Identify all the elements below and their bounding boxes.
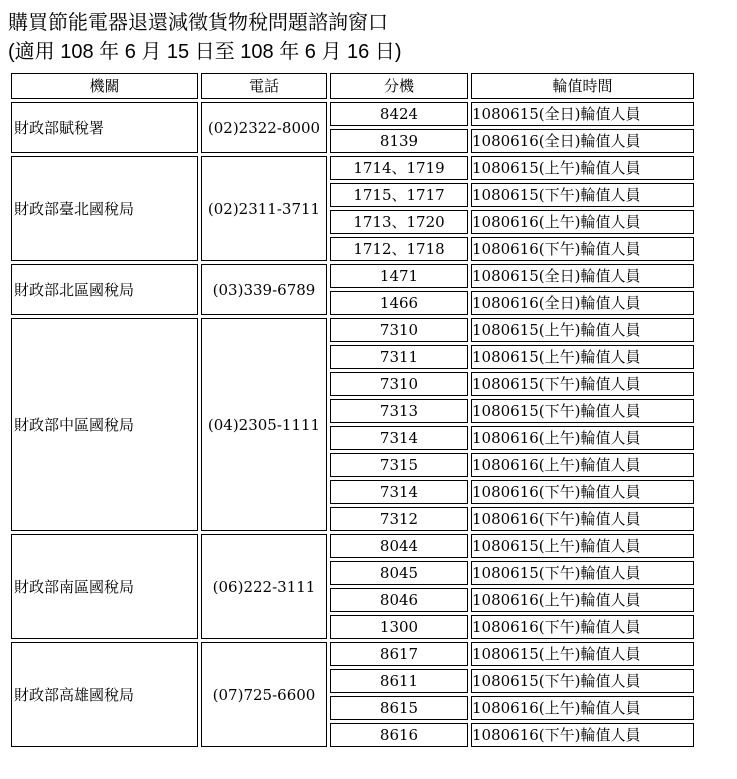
extension-cell: 7313 xyxy=(330,399,468,423)
extension-cell: 8424 xyxy=(330,102,468,126)
extension-cell: 1471 xyxy=(330,264,468,288)
agency-cell: 財政部北區國稅局 xyxy=(11,264,198,315)
duty-time-cell: 1080616(下午)輪值人員 xyxy=(471,723,694,747)
extension-cell: 1714、1719 xyxy=(330,156,468,180)
extension-cell: 7314 xyxy=(330,480,468,504)
duty-time-cell: 1080616(下午)輪值人員 xyxy=(471,480,694,504)
table-row xyxy=(11,534,694,558)
duty-time-cell: 1080616(上午)輪值人員 xyxy=(471,453,694,477)
agency-cell: 財政部南區國稅局 xyxy=(11,534,198,639)
extension-cell: 8611 xyxy=(330,669,468,693)
extension-cell: 7311 xyxy=(330,345,468,369)
extension-cell: 1713、1720 xyxy=(330,210,468,234)
extension-cell: 1715、1717 xyxy=(330,183,468,207)
page-subtitle: (適用 108 年 6 月 15 日至 108 年 6 月 16 日) xyxy=(8,41,402,63)
extension-cell: 8616 xyxy=(330,723,468,747)
duty-time-cell: 1080616(上午)輪值人員 xyxy=(471,696,694,720)
duty-time-cell: 1080616(全日)輪值人員 xyxy=(471,129,694,153)
header-duty-time: 輪值時間 xyxy=(471,73,694,99)
duty-time-cell: 1080615(上午)輪值人員 xyxy=(471,534,694,558)
duty-time-cell: 1080615(下午)輪值人員 xyxy=(471,399,694,423)
table-row xyxy=(11,156,694,180)
agency-cell: 財政部賦稅署 xyxy=(11,102,198,153)
extension-cell: 1712、1718 xyxy=(330,237,468,261)
extension-cell: 7310 xyxy=(330,318,468,342)
page-title: 購買節能電器退還減徵貨物稅問題諮詢窗口 xyxy=(8,10,388,34)
phone-cell: (06)222-3111 xyxy=(201,534,327,639)
duty-time-cell: 1080615(上午)輪值人員 xyxy=(471,642,694,666)
duty-time-cell: 1080616(下午)輪值人員 xyxy=(471,615,694,639)
agency-cell: 財政部高雄國稅局 xyxy=(11,642,198,747)
extension-cell: 8044 xyxy=(330,534,468,558)
phone-cell: (02)2322-8000 xyxy=(201,102,327,153)
phone-cell: (02)2311-3711 xyxy=(201,156,327,261)
extension-cell: 1466 xyxy=(330,291,468,315)
header-extension: 分機 xyxy=(330,73,468,99)
duty-time-cell: 1080616(上午)輪值人員 xyxy=(471,426,694,450)
extension-cell: 7310 xyxy=(330,372,468,396)
duty-time-cell: 1080616(全日)輪值人員 xyxy=(471,291,694,315)
duty-time-cell: 1080615(全日)輪值人員 xyxy=(471,102,694,126)
duty-time-cell: 1080616(下午)輪值人員 xyxy=(471,507,694,531)
header-phone: 電話 xyxy=(201,73,327,99)
table-row xyxy=(11,642,694,666)
extension-cell: 8046 xyxy=(330,588,468,612)
contact-table xyxy=(8,70,697,750)
header-agency: 機關 xyxy=(11,73,198,99)
extension-cell: 7312 xyxy=(330,507,468,531)
duty-time-cell: 1080616(上午)輪值人員 xyxy=(471,210,694,234)
phone-cell: (04)2305-1111 xyxy=(201,318,327,531)
duty-time-cell: 1080616(下午)輪值人員 xyxy=(471,237,694,261)
duty-time-cell: 1080615(下午)輪值人員 xyxy=(471,669,694,693)
duty-time-cell: 1080615(上午)輪值人員 xyxy=(471,318,694,342)
extension-cell: 7314 xyxy=(330,426,468,450)
duty-time-cell: 1080615(下午)輪值人員 xyxy=(471,183,694,207)
extension-cell: 7315 xyxy=(330,453,468,477)
table-row xyxy=(11,102,694,126)
phone-cell: (07)725-6600 xyxy=(201,642,327,747)
extension-cell: 8139 xyxy=(330,129,468,153)
agency-cell: 財政部臺北國稅局 xyxy=(11,156,198,261)
extension-cell: 1300 xyxy=(330,615,468,639)
table-header-row xyxy=(11,73,694,99)
duty-time-cell: 1080615(上午)輪值人員 xyxy=(471,345,694,369)
duty-time-cell: 1080615(全日)輪值人員 xyxy=(471,264,694,288)
phone-cell: (03)339-6789 xyxy=(201,264,327,315)
extension-cell: 8615 xyxy=(330,696,468,720)
duty-time-cell: 1080615(下午)輪值人員 xyxy=(471,561,694,585)
duty-time-cell: 1080615(上午)輪值人員 xyxy=(471,156,694,180)
table-row xyxy=(11,264,694,288)
agency-cell: 財政部中區國稅局 xyxy=(11,318,198,531)
duty-time-cell: 1080616(上午)輪值人員 xyxy=(471,588,694,612)
table-row xyxy=(11,318,694,342)
table-body xyxy=(11,102,694,747)
duty-time-cell: 1080615(下午)輪值人員 xyxy=(471,372,694,396)
extension-cell: 8045 xyxy=(330,561,468,585)
extension-cell: 8617 xyxy=(330,642,468,666)
